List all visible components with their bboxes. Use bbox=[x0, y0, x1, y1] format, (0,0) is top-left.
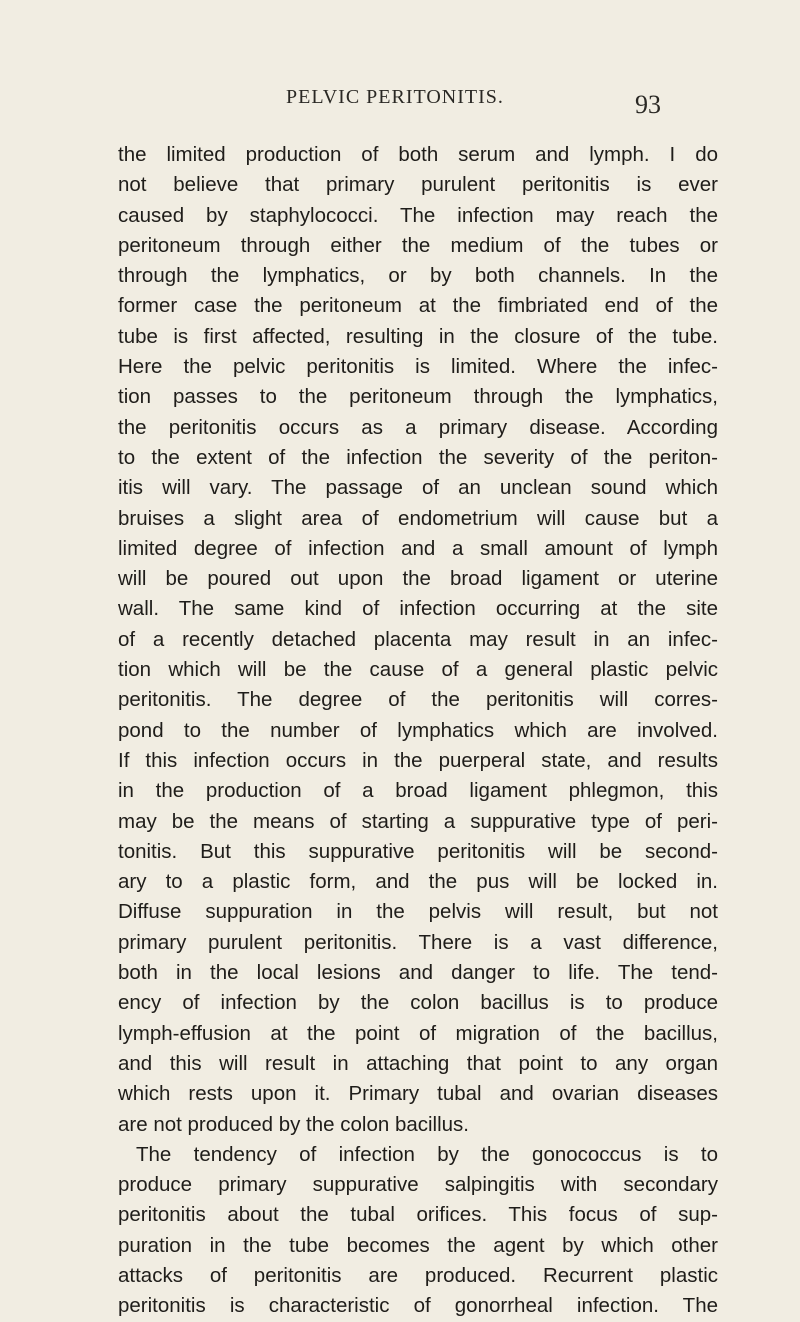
text-line: to the extent of the infection the severity of the periton- bbox=[118, 445, 718, 469]
page-number: 93 bbox=[635, 90, 661, 119]
text-line: ency of infection by the colon bacillus is to produce bbox=[118, 991, 718, 1015]
text-line: peritonitis about the tubal orifices. This focus of sup- bbox=[118, 1203, 718, 1227]
text-line: puration in the tube becomes the agent by which other bbox=[118, 1233, 718, 1257]
text-line: are not produced by the colon bacillus. bbox=[118, 1112, 470, 1136]
text-line: peritonitis. The degree of the peritonitis will corres- bbox=[118, 688, 718, 712]
text-line: will be poured out upon the broad ligament or uterine bbox=[118, 567, 718, 591]
text-line: through the lymphatics, or by both channels. In the bbox=[118, 264, 718, 288]
text-line: ary to a plastic form, and the pus will be locked in. bbox=[118, 870, 718, 894]
running-title: PELVIC PERITONITIS. bbox=[286, 86, 504, 108]
text-line: itis will vary. The passage of an unclean sound which bbox=[118, 476, 718, 500]
text-line: caused by staphylococci. The infection may reach the bbox=[118, 203, 718, 227]
text-line: both in the local lesions and danger to life. The tend- bbox=[118, 961, 718, 985]
text-line: Diffuse suppuration in the pelvis will result, but not bbox=[118, 900, 718, 924]
text-line: If this infection occurs in the puerperal state, and results bbox=[118, 748, 718, 772]
text-line: the peritonitis occurs as a primary disease. According bbox=[118, 415, 718, 439]
text-line: tube is first affected, resulting in the closure of the tube. bbox=[118, 324, 718, 348]
text-line: former case the peritoneum at the fimbriated end of the bbox=[118, 294, 718, 318]
text-line: pond to the number of lymphatics which are involved. bbox=[118, 718, 718, 742]
text-line: bruises a slight area of endometrium will cause but a bbox=[118, 506, 718, 530]
text-line: produce primary suppurative salpingitis with secondary bbox=[118, 1173, 718, 1197]
text-line: of a recently detached placenta may result in an infec- bbox=[118, 627, 718, 651]
text-line: The tendency of infection by the gonococcus is to bbox=[136, 1142, 718, 1166]
text-line: peritonitis is characteristic of gonorrheal infection. The bbox=[118, 1294, 718, 1318]
text-line: Here the pelvic peritonitis is limited. Where the infec- bbox=[118, 355, 718, 379]
text-line: and this will result in attaching that point to any organ bbox=[118, 1051, 718, 1075]
text-line: tonitis. But this suppurative peritonitis will be second- bbox=[118, 839, 718, 863]
text-line: peritoneum through either the medium of the tubes or bbox=[118, 233, 718, 257]
text-line: tion which will be the cause of a general plastic pelvic bbox=[118, 658, 718, 682]
text-line: in the production of a broad ligament phlegmon, this bbox=[118, 779, 718, 803]
body-text bbox=[118, 140, 718, 1322]
text-line: limited degree of infection and a small amount of lymph bbox=[118, 536, 718, 560]
text-line: primary purulent peritonitis. There is a vast difference, bbox=[118, 930, 718, 954]
text-line: which rests upon it. Primary tubal and ovarian diseases bbox=[118, 1082, 718, 1106]
text-line: tion passes to the peritoneum through the lymphatics, bbox=[118, 385, 718, 409]
text-line: lymph-effusion at the point of migration of the bacillus, bbox=[118, 1021, 718, 1045]
text-line: attacks of peritonitis are produced. Recurrent plastic bbox=[118, 1263, 718, 1287]
text-line: wall. The same kind of infection occurring at the site bbox=[118, 597, 718, 621]
text-line: may be the means of starting a suppurative type of peri- bbox=[118, 809, 718, 833]
text-line: not believe that primary purulent peritonitis is ever bbox=[118, 173, 718, 197]
text-line: the limited production of both serum and lymph. I do bbox=[118, 143, 718, 166]
